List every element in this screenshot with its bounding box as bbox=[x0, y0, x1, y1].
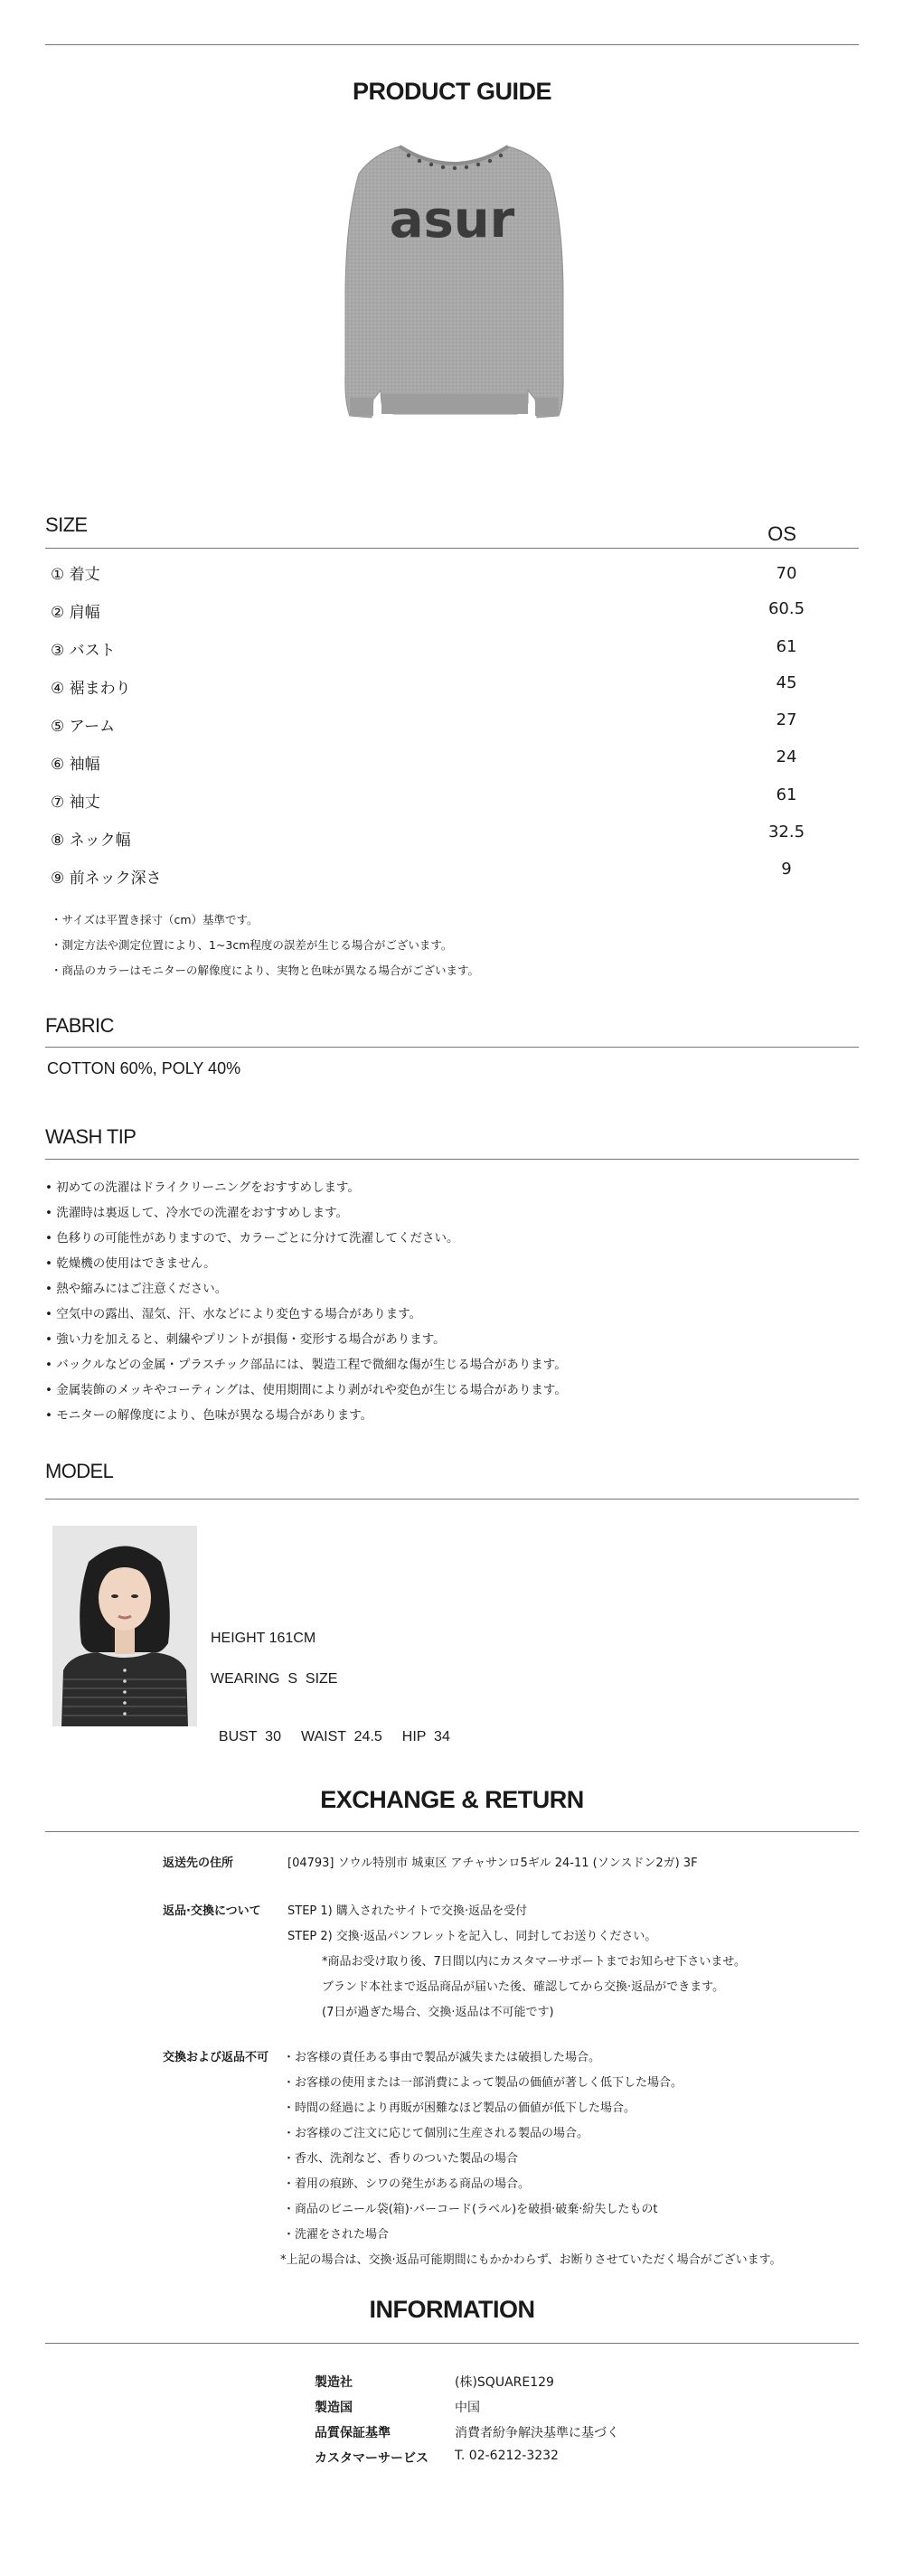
return-note: ブランド本社まで返品商品が届いた後、確認してから交換·返品ができます。 bbox=[322, 1980, 725, 1994]
size-row-value: 60.5 bbox=[767, 599, 805, 618]
size-row-label: ④ 裾まわり bbox=[51, 680, 131, 698]
info-label: 製造社 bbox=[315, 2375, 353, 2390]
size-column-header: OS bbox=[767, 522, 796, 545]
wash-tip-item: • 乾燥機の使用はできません。 bbox=[45, 1256, 216, 1271]
refuse-item: ・時間の経過により再販が困難なほど製品の価値が低下した場合。 bbox=[283, 2101, 636, 2115]
top-divider bbox=[45, 44, 859, 45]
refuse-label: 交換および返品不可 bbox=[163, 2051, 269, 2064]
fabric-composition: COTTON 60%, POLY 40% bbox=[47, 1059, 241, 1077]
size-row-value: 70 bbox=[776, 564, 797, 583]
size-row-label: ② 肩幅 bbox=[51, 604, 100, 622]
info-label: 製造国 bbox=[315, 2401, 353, 2415]
print-text: asur bbox=[389, 191, 515, 249]
wash-tip-item: • 色移りの可能性がありますので、カラーごとに分けて洗濯してください。 bbox=[45, 1231, 459, 1246]
size-row-value: 45 bbox=[776, 673, 797, 692]
size-row-label: ③ バスト bbox=[51, 642, 116, 660]
wash-tip-item: • モニターの解像度により、色味が異なる場合があります。 bbox=[45, 1408, 373, 1423]
model-waist: WAIST 24.5 bbox=[300, 1729, 382, 1744]
model-hip: HIP 34 bbox=[401, 1729, 450, 1744]
address-label: 返送先の住所 bbox=[163, 1857, 234, 1870]
size-row-value: 32.5 bbox=[767, 823, 805, 841]
refuse-item: ・商品のビニール袋(箱)·バーコード(ラベル)を破損·破棄·紛失したものt bbox=[283, 2203, 658, 2216]
model-height: HEIGHT 161CM bbox=[211, 1631, 316, 1646]
info-value: 中国 bbox=[455, 2401, 480, 2415]
size-row-label: ⑦ 袖丈 bbox=[51, 794, 100, 812]
info-label: 品質保証基準 bbox=[315, 2426, 391, 2440]
size-row-label: ⑤ アーム bbox=[51, 718, 116, 736]
return-step: STEP 2) 交換·返品パンフレットを記入し、同封してお送りください。 bbox=[287, 1930, 657, 1943]
wash-tip-item: • 空気中の露出、湿気、汗、水などにより変色する場合があります。 bbox=[45, 1307, 422, 1321]
wash-tip-heading: WASH TIP bbox=[45, 1125, 137, 1148]
information-title: INFORMATION bbox=[369, 2296, 535, 2323]
model-photo bbox=[52, 1526, 197, 1726]
info-value: T. 02-6212-3232 bbox=[455, 2449, 559, 2463]
model-bust: BUST 30 bbox=[218, 1729, 281, 1744]
exchange-divider bbox=[45, 1831, 859, 1832]
refuse-item: ・着用の痕跡、シワの発生がある商品の場合。 bbox=[283, 2177, 531, 2191]
wash-tip-item: • 熱や縮みにはご注意ください。 bbox=[45, 1282, 228, 1296]
wash-tip-divider bbox=[45, 1159, 859, 1160]
wash-tip-item: • バックルなどの金属・プラスチック部品には、製造工程で微細な傷が生じる場合があります。 bbox=[45, 1358, 567, 1372]
return-label: 返品·交換について bbox=[163, 1904, 261, 1918]
size-row-label: ① 着丈 bbox=[51, 566, 100, 584]
wash-tip-item: • 洗濯時は裏返して、冷水での洗濯をおすすめします。 bbox=[45, 1206, 349, 1220]
size-row-value: 61 bbox=[776, 785, 797, 804]
return-note: *商品お受け取り後、7日間以内にカスタマーサポートまでお知らせ下さいませ。 bbox=[322, 1955, 746, 1969]
model-divider bbox=[45, 1499, 859, 1500]
return-address: [04793] ソウル特別市 城東区 アチャサンロ5ギル 24-11 (ソンスドン2ガ) 3F bbox=[287, 1857, 698, 1870]
info-label: カスタマーサービス bbox=[315, 2451, 428, 2466]
fabric-heading: FABRIC bbox=[45, 1014, 114, 1037]
size-row-label: ⑧ ネック幅 bbox=[51, 832, 131, 850]
product-image bbox=[344, 136, 565, 429]
return-step: STEP 1) 購入されたサイトで交換·返品を受付 bbox=[287, 1904, 528, 1918]
size-row-value: 61 bbox=[776, 637, 797, 656]
return-note: (7日が過ぎた場合、交換·返品は不可能です) bbox=[322, 2006, 554, 2019]
wash-tip-item: • 初めての洗濯はドライクリーニングをおすすめします。 bbox=[45, 1180, 360, 1195]
size-row-label: ⑨ 前ネック深さ bbox=[51, 870, 162, 888]
size-row-value: 24 bbox=[776, 747, 797, 766]
information-divider bbox=[45, 2343, 859, 2344]
wash-tip-item: • 金属装飾のメッキやコーティングは、使用期間により剥がれや変色が生じる場合があります。 bbox=[45, 1383, 567, 1397]
page-title: PRODUCT GUIDE bbox=[352, 78, 551, 105]
refuse-item: ・洗濯をされた場合 bbox=[283, 2228, 390, 2242]
size-heading: SIZE bbox=[45, 513, 88, 536]
size-note: ・商品のカラーはモニターの解像度により、実物と色味が異なる場合がございます。 bbox=[51, 964, 480, 977]
model-measurements bbox=[211, 1713, 450, 1745]
refuse-item: ・お客様のご注文に応じて個別に生産される製品の場合。 bbox=[283, 2127, 589, 2140]
size-row-value: 27 bbox=[776, 710, 797, 729]
size-divider bbox=[45, 548, 859, 549]
refuse-item: ・お客様の使用または一部消費によって製品の価値が著しく低下した場合。 bbox=[283, 2076, 683, 2090]
refuse-item: ・お客様の責任ある事由で製品が滅失または破損した場合。 bbox=[283, 2051, 601, 2064]
wash-tip-item: • 強い力を加えると、刺繍やプリントが損傷・変形する場合があります。 bbox=[45, 1332, 446, 1347]
fabric-divider bbox=[45, 1047, 859, 1048]
size-row-label: ⑥ 袖幅 bbox=[51, 756, 100, 774]
refuse-footer: *上記の場合は、交換·返品可能期間にもかかわらず、お断りさせていただく場合がございます。 bbox=[280, 2253, 782, 2267]
size-note: ・測定方法や測定位置により、1~3cm程度の誤差が生じる場合がございます。 bbox=[51, 938, 453, 952]
model-wearing: WEARING S SIZE bbox=[211, 1671, 338, 1687]
model-heading: MODEL bbox=[45, 1460, 114, 1482]
size-note: ・サイズは平置き採寸（cm）基準です。 bbox=[51, 913, 259, 926]
refuse-item: ・香水、洗剤など、香りのついた製品の場合 bbox=[283, 2152, 519, 2166]
exchange-title: EXCHANGE & RETURN bbox=[320, 1786, 584, 1813]
info-value: 消費者紛争解決基準に基づく bbox=[455, 2426, 619, 2440]
info-value: (株)SQUARE129 bbox=[455, 2375, 554, 2390]
size-row-value: 9 bbox=[781, 860, 792, 879]
